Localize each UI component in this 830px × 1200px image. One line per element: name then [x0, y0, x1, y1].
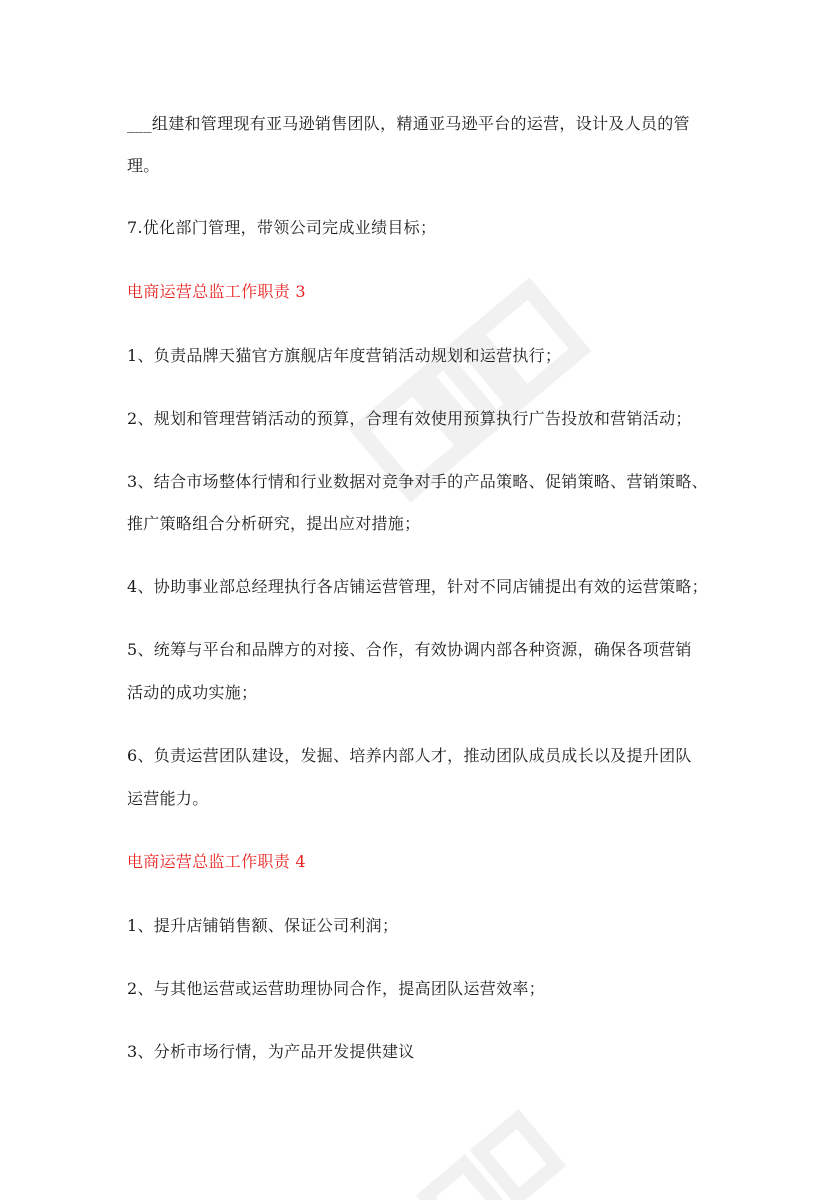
watermark-logo-bottom — [400, 1080, 600, 1200]
list-item: 3、分析市场行情，为产品开发提供建议 — [127, 1042, 415, 1061]
list-item: 3、结合市场整体行情和行业数据对竞争对手的产品策略、促销策略、营销策略、 — [127, 472, 708, 491]
list-item: 2、与其他运营或运营助理协同合作，提高团队运营效率； — [127, 979, 545, 998]
list-item-continuation: 运营能力。 — [127, 789, 209, 808]
body-line: ___组建和管理现有亚马逊销售团队，精通亚马逊平台的运营，设计及人员的管 — [127, 114, 690, 133]
section-heading-3: 电商运营总监工作职责 3 — [127, 282, 306, 301]
list-item: 4、协助事业部总经理执行各店铺运营管理，针对不同店铺提出有效的运营策略； — [127, 577, 708, 596]
section-heading-4: 电商运营总监工作职责 4 — [127, 852, 306, 871]
list-item: 1、提升店铺销售额、保证公司利润； — [127, 916, 399, 935]
body-line: 理。 — [127, 156, 160, 175]
list-item-continuation: 推广策略组合分析研究，提出应对措施； — [127, 514, 421, 533]
list-item: 2、规划和管理营销活动的预算，合理有效使用预算执行广告投放和营销活动； — [127, 409, 692, 428]
list-item: 6、负责运营团队建设，发掘、培养内部人才，推动团队成员成长以及提升团队 — [127, 746, 692, 765]
body-line: 7.优化部门管理，带领公司完成业绩目标； — [127, 218, 437, 237]
list-item: 1、负责品牌天猫官方旗舰店年度营销活动规划和运营执行； — [127, 346, 562, 365]
list-item: 5、统筹与平台和品牌方的对接、合作，有效协调内部各种资源，确保各项营销 — [127, 640, 692, 659]
list-item-continuation: 活动的成功实施； — [127, 683, 258, 702]
